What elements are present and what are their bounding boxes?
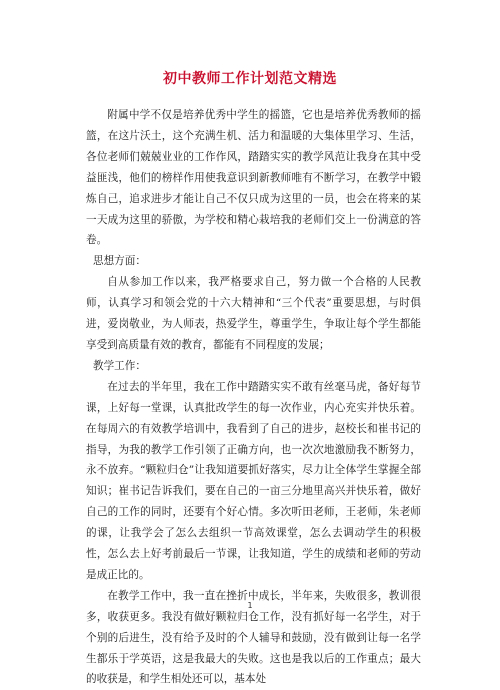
- body-paragraph: 在教学工作中，我一直在挫折中成长，半年来，失败很多，教训很多，收获更多。我没有做好颗粒归仓工作，没有抓好每一名学生，对于个别的后进生，没有给予及时的个人辅导和鼓励，没有做到让每一名学生都乐于学英语，这是我最大的失败。这也是我以后的工作重点；最大的收获是，和学生相处还可以，基本处: [86, 589, 421, 686]
- document-title: 初中教师工作计划范文精选: [163, 71, 337, 87]
- section-heading: 教学工作：: [93, 359, 146, 372]
- page-number: 1: [247, 601, 253, 610]
- body-paragraph: 自从参加工作以来，我严格要求自己，努力做一个合格的人民教师，认真学习和领会党的十六大精神和“三个代表”重要思想，与时俱进，爱岗敬业，为人师表，热爱学生，尊重学生，争取让每个学生都能享受到高质量有效的教育，都能有不同程度的发展；: [86, 276, 421, 351]
- section-heading: 思想方面：: [93, 255, 146, 268]
- body-paragraph: 在过去的半年里，我在工作中踏踏实实不敢有丝毫马虎，备好每节课，上好每一堂课，认真批改学生的每一次作业，内心充实并快乐着。在每周六的有效教学培训中，我看到了自己的进步，赵校长和崔书记的指导，为我的教学工作引领了正确方向，也一次次地激励我不断努力，永不放弃。“颗粒归仓”让我知道要抓好落实，尽力让全体学生掌握全部知识；崔书记告诉我们，要在自己的一亩三分地里高兴并快乐着，做好自己的工作的同时，还要有个好心情。多次听田老师，王老师，朱老师的课，让我学会了怎么去组织一节高效课堂，怎么去调动学生的积极性，怎么去上好考前最后一节课，让我知道，学生的成绩和老师的劳动是成正比的。: [86, 380, 421, 581]
- body-paragraph: 附属中学不仅是培养优秀中学生的摇篮，它也是培养优秀教师的摇篮，在这片沃土，这个充满生机、活力和温暖的大集体里学习、生活，各位老师们兢兢业业的工作作风，踏踏实实的教学风范让我身在其中受益匪浅，他们的榜样作用使我意识到新教师唯有不断学习，在教学中锻炼自己，追求进步才能让自己不仅只成为这里的一员，也会在将来的某一天成为这里的骄傲，为学校和精心栽培我的老师们交上一份满意的答卷。: [86, 109, 421, 247]
